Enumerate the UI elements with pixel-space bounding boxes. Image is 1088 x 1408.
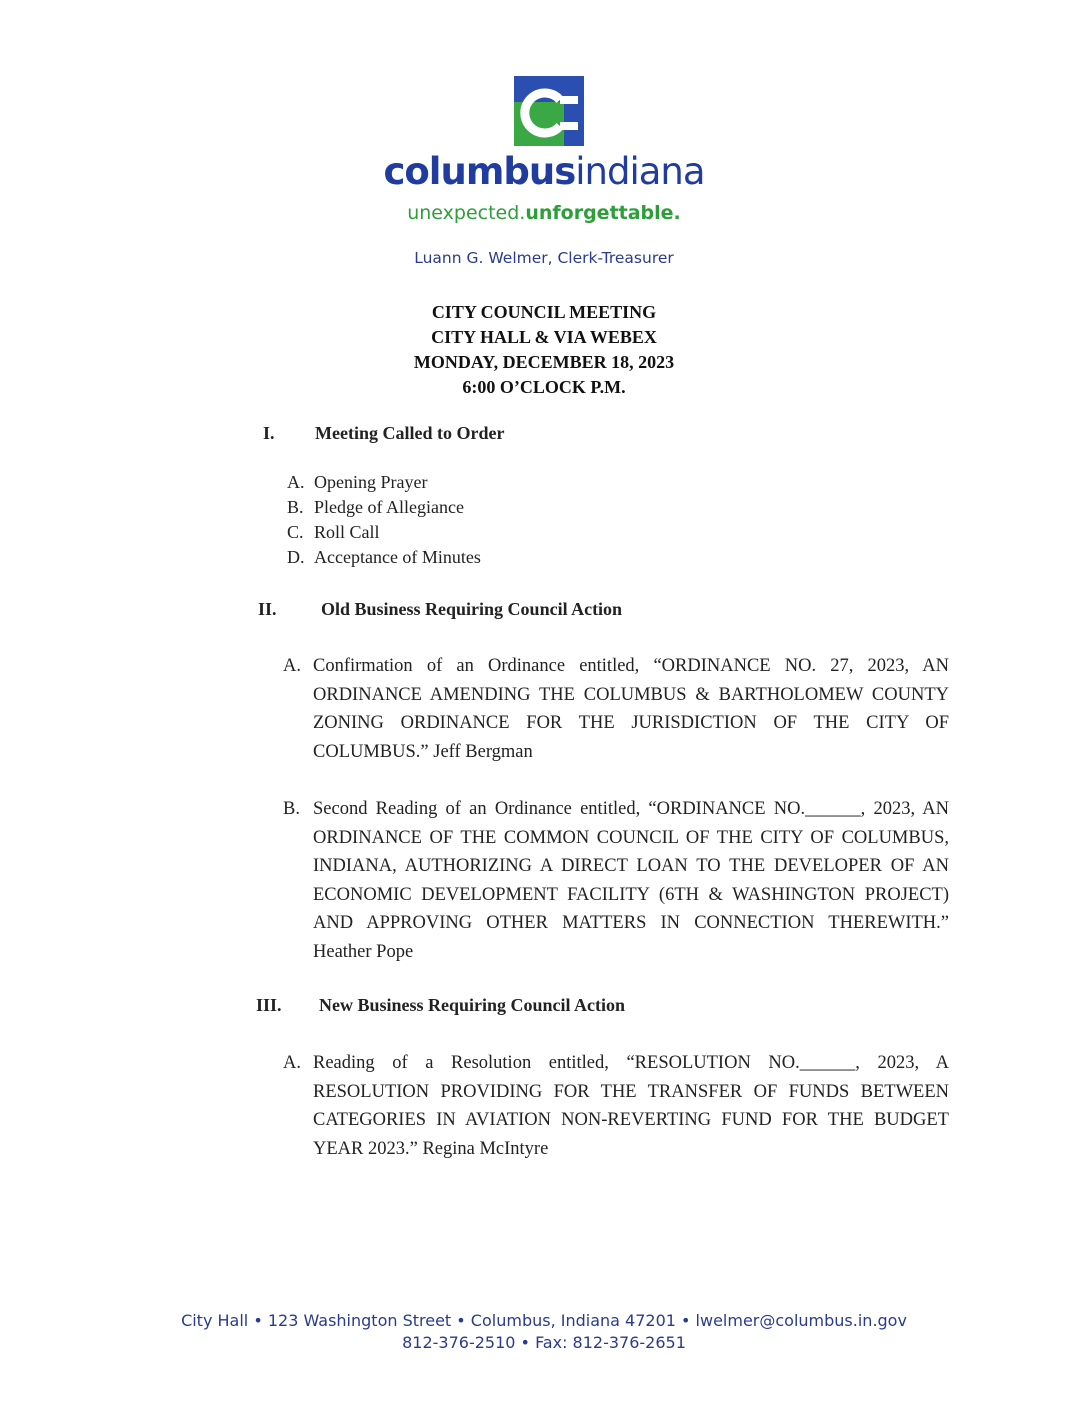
section-number: II.	[258, 599, 277, 619]
tagline-bold: unforgettable.	[525, 202, 681, 224]
section-number: III.	[256, 995, 282, 1015]
item-text: Confirmation of an Ordinance entitled, “ORDINANCE NO. 27, 2023, AN ORDINANCE AMENDING THE COLUMBUS & BARTHOLOMEW COUNTY ZONING ORDINANCE FOR THE JURISDICTION OF THE CITY OF COLUMBUS.” Jeff Bergman	[313, 656, 949, 762]
section-number: I.	[263, 423, 275, 443]
item-text: Reading of a Resolution entitled, “RESOLUTION NO.______, 2023, A RESOLUTION PROVIDING FOR THE TRANSFER OF FUNDS BETWEEN CATEGORIES IN AVIATION NON-REVERTING FUND FOR THE BUDGET YEAR 2023.” Regina McIntyre	[313, 1053, 949, 1159]
heading-line-1: CITY COUNCIL MEETING	[431, 302, 657, 322]
heading-line-2: CITY HALL & VIA WEBEX	[431, 327, 657, 347]
footer-address: City Hall • 123 Washington Street • Columbus, Indiana 47201 • lwelmer@columbus.in.gov	[181, 1311, 907, 1330]
item-text: Roll Call	[314, 522, 380, 542]
item-label: B.	[287, 497, 304, 517]
brand-name-light: indiana	[575, 150, 705, 193]
brand-name-bold: columbus	[383, 150, 576, 193]
item-label: A.	[283, 656, 301, 676]
agenda-item	[287, 470, 427, 494]
section-title: Meeting Called to Order	[315, 423, 505, 443]
item-label: A.	[283, 1053, 301, 1073]
agenda-item	[283, 1049, 949, 1163]
agenda-item	[287, 545, 481, 569]
agenda-item	[287, 495, 464, 519]
tagline-light: unexpected.	[407, 202, 526, 224]
item-label: C.	[287, 522, 304, 542]
item-text: Acceptance of Minutes	[314, 547, 481, 567]
heading-line-4: 6:00 O’CLOCK P.M.	[462, 377, 626, 397]
item-label: D.	[287, 547, 305, 567]
clerk-treasurer-line: Luann G. Welmer, Clerk-Treasurer	[414, 249, 674, 267]
item-text: Second Reading of an Ordinance entitled, “ORDINANCE NO.______, 2023, AN ORDINANCE OF THE COMMON COUNCIL OF THE CITY OF COLUMBUS, INDIANA, AUTHORIZING A DIRECT LOAN TO THE DEVELOPER OF AN ECONOMIC DEVELOPMENT FACILITY (6TH & WASHINGTON PROJECT) AND APPROVING OTHER MATTERS IN CONNECTION THEREWITH.” Heather Pope	[313, 799, 949, 962]
item-text: Opening Prayer	[314, 472, 428, 492]
item-label: A.	[287, 472, 305, 492]
brand-tagline	[0, 200, 1088, 226]
section-title: Old Business Requiring Council Action	[321, 599, 623, 619]
footer-phone: 812-376-2510 • Fax: 812-376-2651	[402, 1333, 686, 1352]
item-label: B.	[283, 799, 300, 819]
heading-line-3: MONDAY, DECEMBER 18, 2023	[413, 352, 675, 372]
item-text: Pledge of Allegiance	[314, 497, 464, 517]
agenda-item	[283, 652, 949, 766]
brand-name	[0, 150, 1088, 194]
agenda-item	[287, 520, 380, 544]
meeting-heading	[0, 300, 1088, 400]
agenda-item	[283, 795, 949, 967]
section-title: New Business Requiring Council Action	[319, 995, 626, 1015]
columbus-c-logo-icon	[514, 76, 584, 146]
